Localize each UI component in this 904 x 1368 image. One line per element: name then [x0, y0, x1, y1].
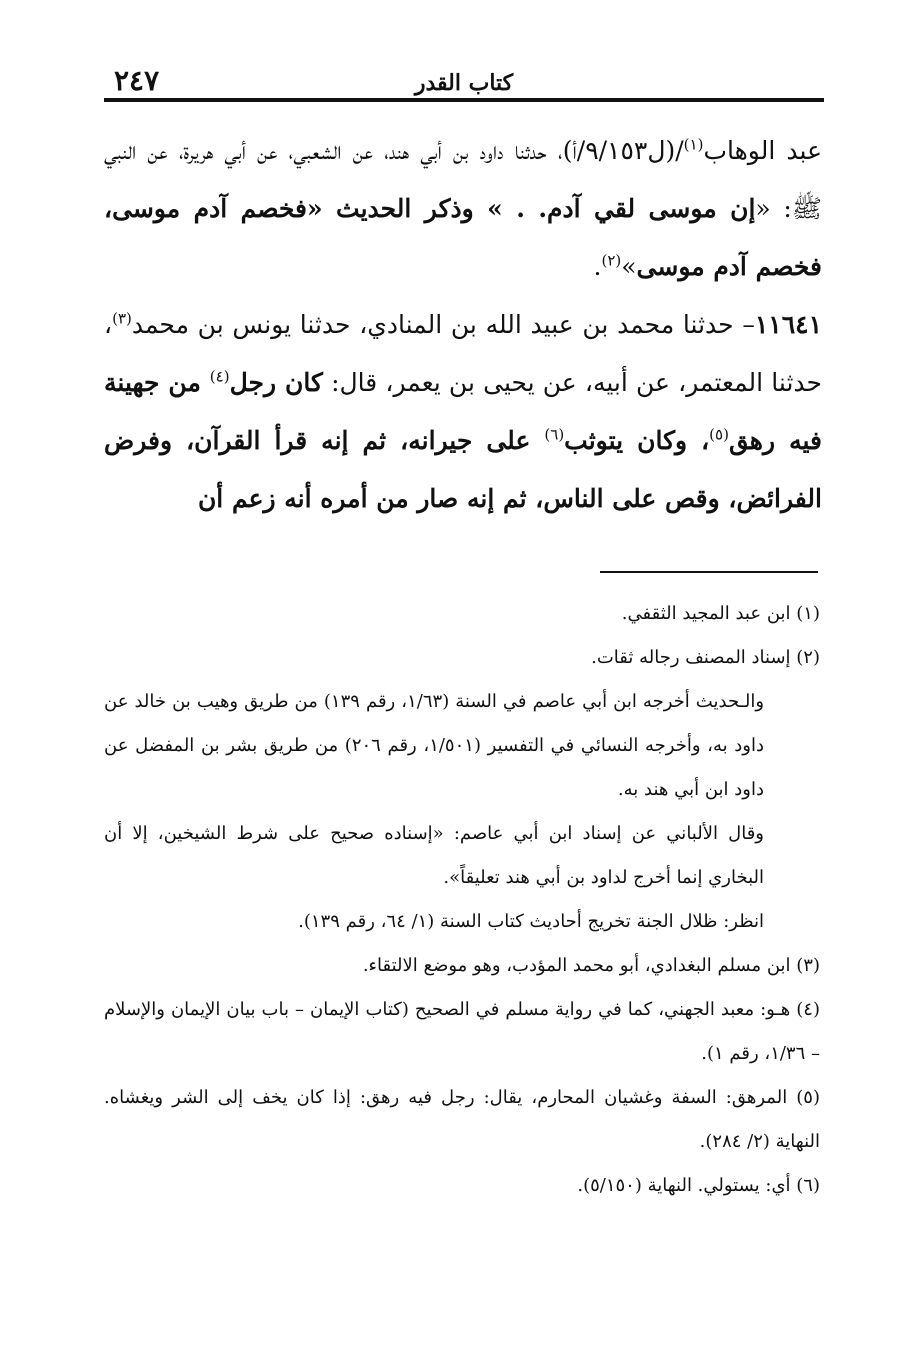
p2-text-2: ، حدثنا المعتمر، عن أبيه، عن يحيى بن يعمر، قال: [104, 310, 822, 397]
footnote-separator [600, 571, 818, 573]
header-rule [104, 98, 824, 102]
footnote-ref-4: (٤) [209, 367, 230, 386]
footnote-2-takhrij: والـحديث أخرجه ابن أبي عاصم في السنة (١/٦٣، رقم ١٣٩) من طريق وهيب بن خالد عن داود به، وأخرجه النسائي في التفسير (١/٥٠١، رقم ٢٠٦) من طريق بشر بن المفضل عن داود ابن أبي هند به. [104, 691, 765, 800]
footnote-2: (٢) إسناد المصنف رجاله ثقات. [591, 647, 820, 668]
footnote-ref-6: (٦) [544, 425, 565, 444]
footnote-ref-5: (٥) [709, 425, 729, 444]
footnotes [104, 592, 820, 1208]
footnote-4: (٤) هـو: معبد الجهني، كما في رواية مسلم في الصحيح (كتاب الإيمان – باب بيان الإيمان والإسلام – ١/٣٦، رقم ١). [104, 999, 820, 1064]
footnote-ref-2: (٢) [601, 251, 622, 270]
footnote-ref-1: (١) [683, 135, 704, 154]
page-header [104, 64, 824, 98]
p2-bold-2: من جهينة فيه رهق [104, 368, 822, 455]
paragraph-2 [104, 296, 822, 528]
footnote-6: (٦) أي: يستولي. النهاية (٥/١٥٠). [577, 1175, 820, 1196]
paragraph-1 [104, 122, 822, 296]
p2-bold-3: ، وكان يتوثب [564, 426, 710, 455]
p1-text-2: /(ل٩/١٥٣/أ)، حدثنا داود بن أبي هند، عن الشعبي، عن أبي هريرة، عن النبي ﷺ: « [104, 136, 822, 223]
footnote-1: (١) ابن عبد المجيد الثقفي. [621, 603, 820, 624]
p1-text-4: . [593, 252, 602, 281]
main-text [104, 122, 822, 528]
p1-text-1: عبد الوهاب [703, 136, 822, 165]
footnote-3: (٣) ابن مسلم البغدادي، أبو محمد المؤدب، وهو موضع الالتقاء. [362, 955, 820, 976]
p2-text-1: – حدثنا محمد بن عبيد الله بن المنادي، حدثنا يونس بن محمد [131, 310, 755, 339]
running-title: كتاب القدر [414, 70, 514, 96]
footnote-2-albani: وقال الألباني عن إسناد ابن أبي عاصم: «إسناده صحيح على شرط الشيخين، إلا أن البخاري إنما أخرج لداود بن أبي هند تعليقاً». [104, 823, 764, 888]
page-number: ٢٤٧ [114, 64, 160, 97]
footnote-ref-3: (٣) [112, 309, 132, 328]
footnote-5: (٥) المرهق: السفة وغشيان المحارم، يقال: رجل فيه رهق: إذا كان يخف إلى الشر ويغشاه. النهاية (٢/ ٢٨٤). [104, 1087, 820, 1152]
p1-bold-quote: إن موسى لقي آدم. . » وذكر الحديث «فخصم آدم موسى، فخصم آدم موسى [104, 194, 822, 281]
hadith-number: ١١٦٤١ [754, 310, 822, 339]
footnote-2-source: انظر: ظلال الجنة تخريج أحاديث كتاب السنة (١/ ٦٤، رقم ١٣٩). [298, 911, 764, 932]
p2-bold-1: كان رجل [229, 368, 323, 397]
p1-text-3: » [621, 252, 637, 281]
p2-bold-4: على جيرانه، ثم إنه قرأ القرآن، وفرض الفرائض، وقص على الناس، ثم إنه صار من أمره أنه زعم أن [104, 426, 822, 513]
